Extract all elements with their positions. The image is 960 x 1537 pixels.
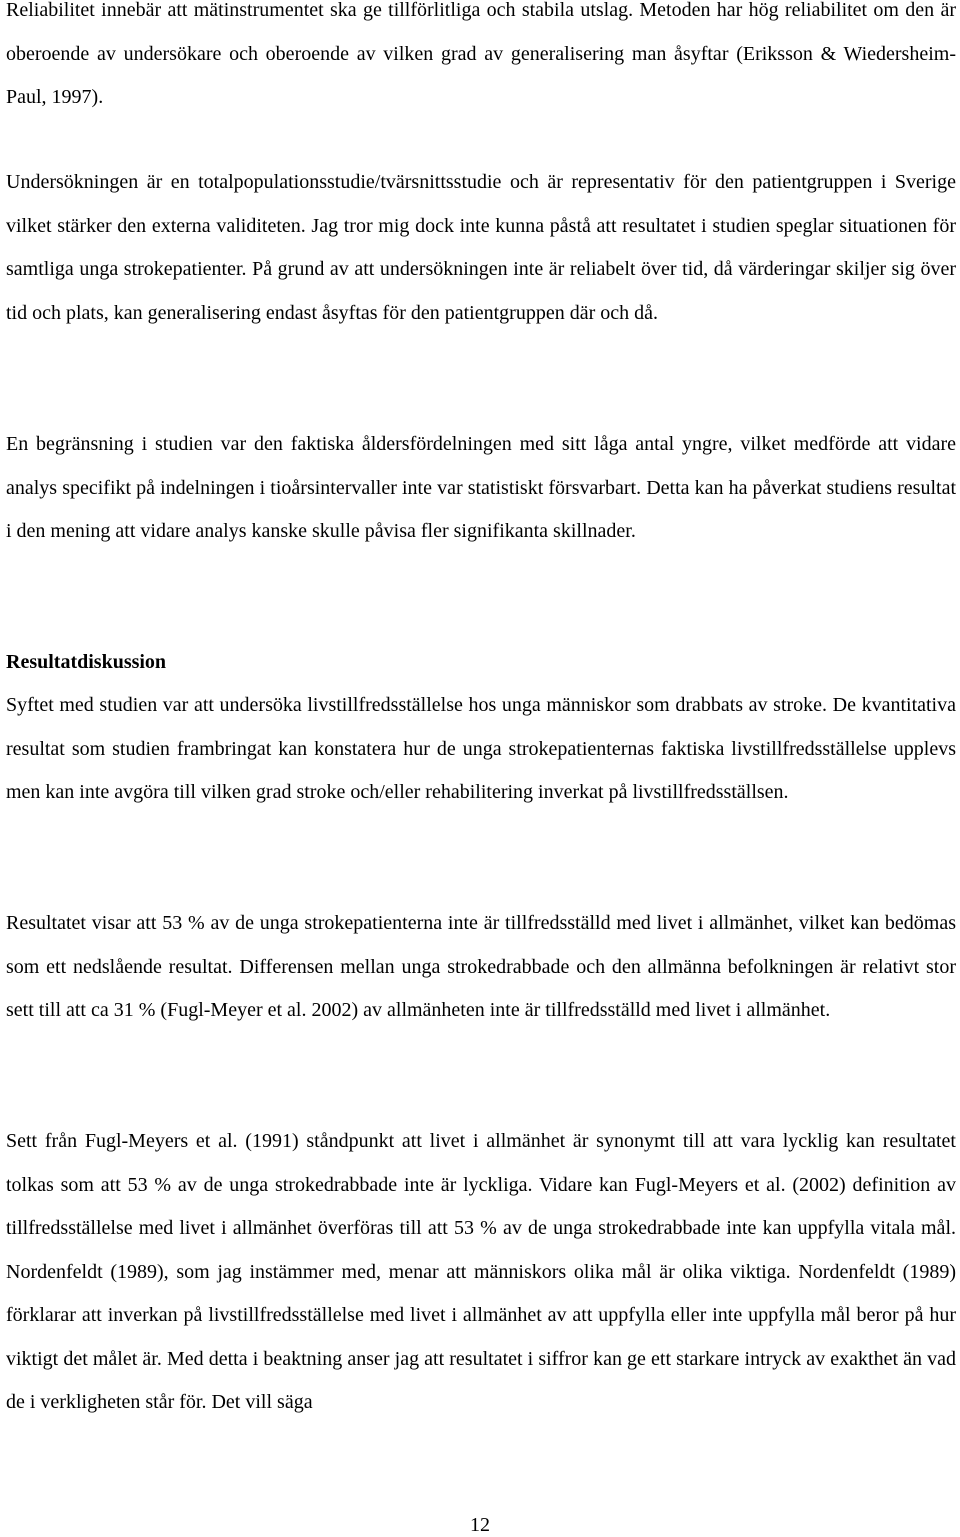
- paragraph-interpretation: Sett från Fugl-Meyers et al. (1991) ståndpunkt att livet i allmänhet är synonymt till att vara lycklig kan resultatet tolkas som att 53 % av de unga strokedrabbade inte är lyckliga. Vidare kan Fugl-Meyers et al. (2002) definition av tillfredsställelse med livet i allmänhet överföras till att 53 % av de unga strokedrabbade inte kan uppfylla vitala mål. Nordenfeldt (1989), som jag instämmer med, menar att människors olika mål är olika viktiga. Nordenfeldt (1989) förklarar att inverkan på livstillfredsställelse med livet i allmänhet av att uppfylla eller inte uppfylla mål beror på hur viktigt det målet är. Med detta i beaktning anser jag att resultatet i siffror kan ge ett starkare intryck av exakthet än vad de i verkligheten står för. Det vill säga: [6, 1130, 956, 1413]
- page-number: 12: [470, 1514, 490, 1536]
- paragraph-limitation: En begränsning i studien var den faktiska åldersfördelningen med sitt låga antal yngre, vilket medförde att vidare analys specifikt på indelningen i tioårsintervaller inte var statistiskt försvarbart. Detta kan ha påverkat studiens resultat i den mening att vidare analys kanske skulle påvisa fler signifikanta skillnader.: [6, 433, 956, 542]
- paragraph-result: Resultatet visar att 53 % av de unga strokepatienterna inte är tillfredsställd med livet i allmänhet, vilket kan bedömas som ett nedslående resultat. Differensen mellan unga strokedrabbade och den allmänna befolkningen är relativt stor sett till att ca 31 % (Fugl-Meyer et al. 2002) av allmänheten inte är tillfredsställd med livet i allmänhet.: [6, 912, 956, 1021]
- paragraph-purpose: Syftet med studien var att undersöka livstillfredsställelse hos unga människor som drabbats av stroke. De kvantitativa resultat som studien frambringat kan konstatera hur de unga strokepatienternas faktiska livstillfredsställelse upplevs men kan inte avgöra till vilken grad stroke och/eller rehabilitering inverkat på livstillfredsställsen.: [6, 694, 956, 803]
- paragraph-reliability: Reliabilitet innebär att mätinstrumentet ska ge tillförlitliga och stabila utslag. Metoden har hög reliabilitet om den är oberoende av undersökare och oberoende av vilken grad av generalisering man åsyftar (Eriksson & Wiedersheim-Paul, 1997).: [6, 0, 956, 108]
- paragraph-validity: Undersökningen är en totalpopulationsstudie/tvärsnittsstudie och är representativ för den patientgruppen i Sverige vilket stärker den externa validiteten. Jag tror mig dock inte kunna påstå att resultatet i studien speglar situationen för samtliga unga strokepatienter. På grund av att undersökningen inte är reliabelt över tid, då värderingar skiljer sig över tid och plats, kan generalisering endast åsyftas för den patientgruppen där och då.: [6, 171, 956, 324]
- section-heading-resultatdiskussion: Resultatdiskussion: [6, 651, 167, 673]
